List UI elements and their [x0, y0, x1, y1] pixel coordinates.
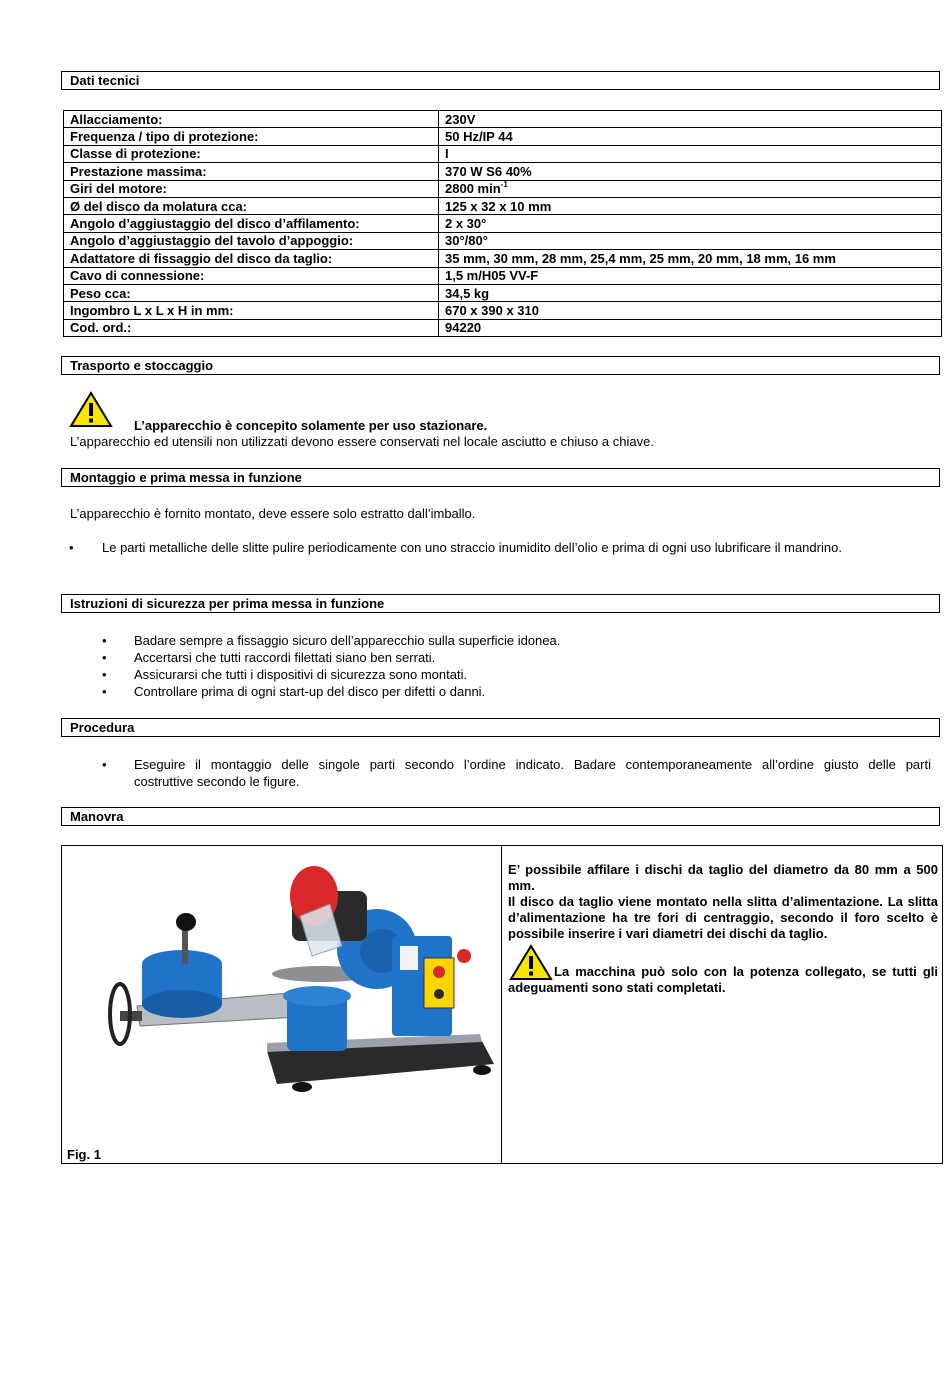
figure-cell: [62, 846, 502, 1163]
spec-value: [439, 215, 942, 232]
figure-label: Fig. 1: [67, 1147, 101, 1162]
spec-value: [439, 319, 942, 336]
table-row: [64, 215, 942, 232]
spec-label: Peso cca:: [64, 284, 439, 301]
procedure-line-1: Eseguire il montaggio delle singole parti secondo l’ordine indicato. Badare contemporaneamente all’ordine giusto delle parti: [134, 757, 931, 772]
spec-value: [439, 284, 942, 301]
spec-value: [439, 111, 942, 128]
table-row: [64, 284, 942, 301]
list-item: [102, 649, 560, 666]
spec-value-text: 30°/80°: [445, 233, 488, 249]
figure-table: [61, 845, 943, 1164]
spec-value-exponent: -1: [500, 180, 508, 190]
spec-value-text: 125 x 32 x 10 mm: [445, 198, 552, 214]
machine-illustration: [62, 846, 500, 1146]
procedure-line-2: costruttive secondo le figure.: [134, 774, 300, 789]
section-header-assembly: Montaggio e prima messa in funzione: [61, 468, 940, 487]
list-item: [102, 683, 560, 700]
spec-label: Ingombro L x L x H in mm:: [64, 302, 439, 319]
safety-item: Controllare prima di ogni start-up del disco per difetti o danni.: [134, 684, 486, 699]
table-row: [64, 319, 942, 336]
transport-text: L’apparecchio ed utensili non utilizzati devono essere conservati nel locale asciutto e chiuso a chiave.: [70, 434, 654, 449]
spec-value: [439, 163, 942, 180]
table-row: [64, 250, 942, 267]
spec-value-text: 50 Hz/IP 44: [445, 129, 513, 145]
spec-label: Prestazione massima:: [64, 163, 439, 180]
spec-label: Adattatore di fissaggio del disco da taglio:: [64, 250, 439, 267]
spec-value: [439, 267, 942, 284]
spec-value-text: 370 W S6 40%: [445, 163, 532, 179]
spec-label: Cavo di connessione:: [64, 267, 439, 284]
spec-value-text: 34,5 kg: [445, 285, 490, 301]
list-item: [102, 666, 560, 683]
spec-value-text: 2 x 30°: [445, 216, 487, 232]
table-row: [64, 197, 942, 214]
operation-text: [508, 862, 938, 996]
list-item: [102, 632, 561, 649]
spec-value-text: I: [445, 146, 449, 162]
spec-value-text: 2800 min: [445, 181, 501, 197]
operation-warning-text: La macchina può solo con la potenza collegato, se tutti gli adeguamenti sono stati completati.: [508, 964, 938, 995]
spec-value-text: 230V: [445, 111, 476, 127]
bullet-dot-icon: •: [102, 650, 107, 665]
safety-item: Assicurarsi che tutti i dispositivi di sicurezza sono montati.: [134, 667, 468, 682]
spec-value: [439, 197, 942, 214]
spec-value: [439, 180, 942, 197]
safety-item: Accertarsi che tutti raccordi filettati siano ben serrati.: [134, 650, 436, 665]
table-row: [64, 267, 942, 284]
spec-label: Angolo d’aggiustaggio del disco d’affilamento:: [64, 215, 439, 232]
section-header-operation: Manovra: [61, 807, 940, 826]
operation-paragraph-2: Il disco da taglio viene montato nella slitta d’alimentazione. La slitta d’alimentazione ha tre fori di centraggio, secondo il foro scelto è possibile inserire i vari diametri dei dischi da taglio.: [508, 894, 938, 941]
safety-item: Badare sempre a fissaggio sicuro dell’apparecchio sulla superficie idonea.: [134, 633, 561, 648]
spec-value: [439, 145, 942, 162]
spec-value: [439, 232, 942, 249]
table-row: [64, 180, 942, 197]
specs-table: [63, 110, 942, 337]
spec-label: Ø del disco da molatura cca:: [64, 197, 439, 214]
spec-value-text: 94220: [445, 320, 482, 336]
table-row: [64, 128, 942, 145]
spec-label: Giri del motore:: [64, 180, 439, 197]
bullet-dot-icon: •: [102, 667, 107, 682]
table-row: [64, 111, 942, 128]
warning-triangle-icon: [69, 391, 113, 428]
bullet-dot-icon: •: [102, 684, 107, 699]
section-header-procedure: Procedura: [61, 718, 940, 737]
section-header-safety: Istruzioni di sicurezza per prima messa in funzione: [61, 594, 940, 613]
table-row: [64, 302, 942, 319]
safety-list: [102, 632, 561, 700]
table-row: [64, 232, 942, 249]
spec-value: [439, 250, 942, 267]
operation-warning: [508, 964, 938, 996]
section-header-transport: Trasporto e stoccaggio: [61, 356, 940, 375]
bullet-dot-icon: •: [102, 633, 107, 648]
assembly-text: L’apparecchio è fornito montato, deve essere solo estratto dall’imballo.: [70, 506, 476, 521]
operation-paragraph-1: E’ possibile affilare i dischi da taglio del diametro da 80 mm a 500 mm.: [508, 862, 938, 893]
warning-triangle-icon: [508, 944, 554, 981]
spec-value-text: 1,5 m/H05 VV-F: [445, 268, 539, 284]
bullet-dot-icon: •: [102, 757, 107, 772]
spec-label: Cod. ord.:: [64, 319, 439, 336]
spec-value: [439, 128, 942, 145]
spec-value-text: 35 mm, 30 mm, 28 mm, 25,4 mm, 25 mm, 20 mm, 18 mm, 16 mm: [445, 250, 836, 266]
table-row: [64, 163, 942, 180]
spec-label: Allacciamento:: [64, 111, 439, 128]
spec-label: Frequenza / tipo di protezione:: [64, 128, 439, 145]
spec-label: Angolo d’aggiustaggio del tavolo d’appoggio:: [64, 232, 439, 249]
transport-warning: L’apparecchio è concepito solamente per uso stazionare.: [134, 418, 488, 433]
assembly-bullet: Le parti metalliche delle slitte pulire periodicamente con uno straccio inumidito dell’olio e prima di ogni uso lubrificare il mandrino.: [102, 540, 842, 555]
bullet-dot-icon: •: [69, 540, 74, 555]
table-row: [64, 145, 942, 162]
spec-label: Classe di protezione:: [64, 145, 439, 162]
spec-value: [439, 302, 942, 319]
spec-value-text: 670 x 390 x 310: [445, 302, 539, 318]
section-header-tech: Dati tecnici: [61, 71, 940, 90]
